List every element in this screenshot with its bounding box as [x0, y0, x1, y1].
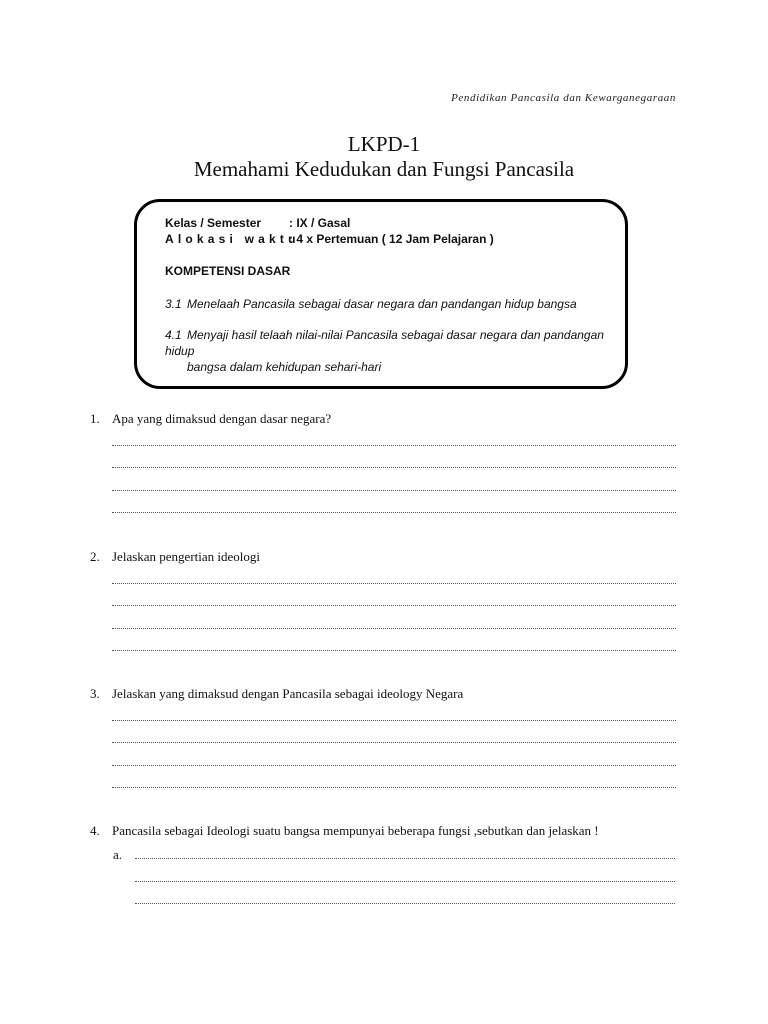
kelas-row	[165, 216, 350, 230]
answer-line[interactable]	[112, 787, 676, 788]
question-2	[90, 549, 260, 565]
answer-line[interactable]	[135, 881, 675, 882]
kd-text-continued: bangsa dalam kehidupan sehari-hari	[187, 360, 382, 374]
question-text: Pancasila sebagai Ideologi suatu bangsa mempunyai beberapa fungsi ,sebutkan dan jelaskan !	[112, 823, 599, 838]
question-number: 4.	[90, 823, 100, 838]
answer-line[interactable]	[112, 583, 676, 584]
answer-line[interactable]	[112, 720, 676, 721]
kd-item-4-1	[165, 327, 625, 375]
question-number: 2.	[90, 549, 100, 564]
answer-line[interactable]	[135, 903, 675, 904]
kompetensi-title: KOMPETENSI DASAR	[165, 264, 291, 278]
alokasi-value: : 4 x Pertemuan ( 12 Jam Pelajaran )	[289, 232, 494, 246]
answer-line[interactable]	[112, 467, 676, 468]
answer-line[interactable]	[112, 445, 676, 446]
page-title: LKPD-1	[347, 132, 421, 156]
question-number: 3.	[90, 686, 100, 701]
answer-line[interactable]	[112, 512, 676, 513]
answer-line[interactable]	[112, 765, 676, 766]
question-number: 1.	[90, 411, 100, 426]
answer-line[interactable]	[112, 628, 676, 629]
sub-item-label: a.	[113, 847, 123, 862]
question-1	[90, 411, 331, 427]
kd-text: Menelaah Pancasila sebagai dasar negara dan pandangan hidup bangsa	[187, 297, 577, 311]
kd-item-3-1	[165, 296, 625, 312]
answer-line[interactable]	[112, 650, 676, 651]
alokasi-label: Alokasi waktu	[165, 232, 300, 246]
question-3	[90, 686, 463, 702]
answer-line[interactable]	[135, 858, 675, 859]
page-subtitle: Memahami Kedudukan dan Fungsi Pancasila	[193, 157, 575, 181]
question-4	[90, 823, 599, 839]
answer-line[interactable]	[112, 742, 676, 743]
question-text: Jelaskan yang dimaksud dengan Pancasila sebagai ideology Negara	[112, 686, 464, 701]
kd-number: 4.1	[165, 328, 182, 342]
question-text: Jelaskan pengertian ideologi	[112, 549, 261, 564]
answer-line[interactable]	[112, 605, 676, 606]
kd-text: Menyaji hasil telaah nilai-nilai Pancasila sebagai dasar negara dan pandangan hidup	[165, 328, 604, 358]
answer-line[interactable]	[112, 490, 676, 491]
kelas-value: : IX / Gasal	[289, 216, 351, 230]
subject-header: Pendidikan Pancasila dan Kewarganegaraan	[451, 92, 676, 104]
question-text: Apa yang dimaksud dengan dasar negara?	[112, 411, 332, 426]
info-box	[134, 199, 628, 389]
alokasi-row	[165, 232, 494, 246]
kd-number: 3.1	[165, 297, 182, 311]
kelas-label: Kelas / Semester	[165, 216, 262, 230]
